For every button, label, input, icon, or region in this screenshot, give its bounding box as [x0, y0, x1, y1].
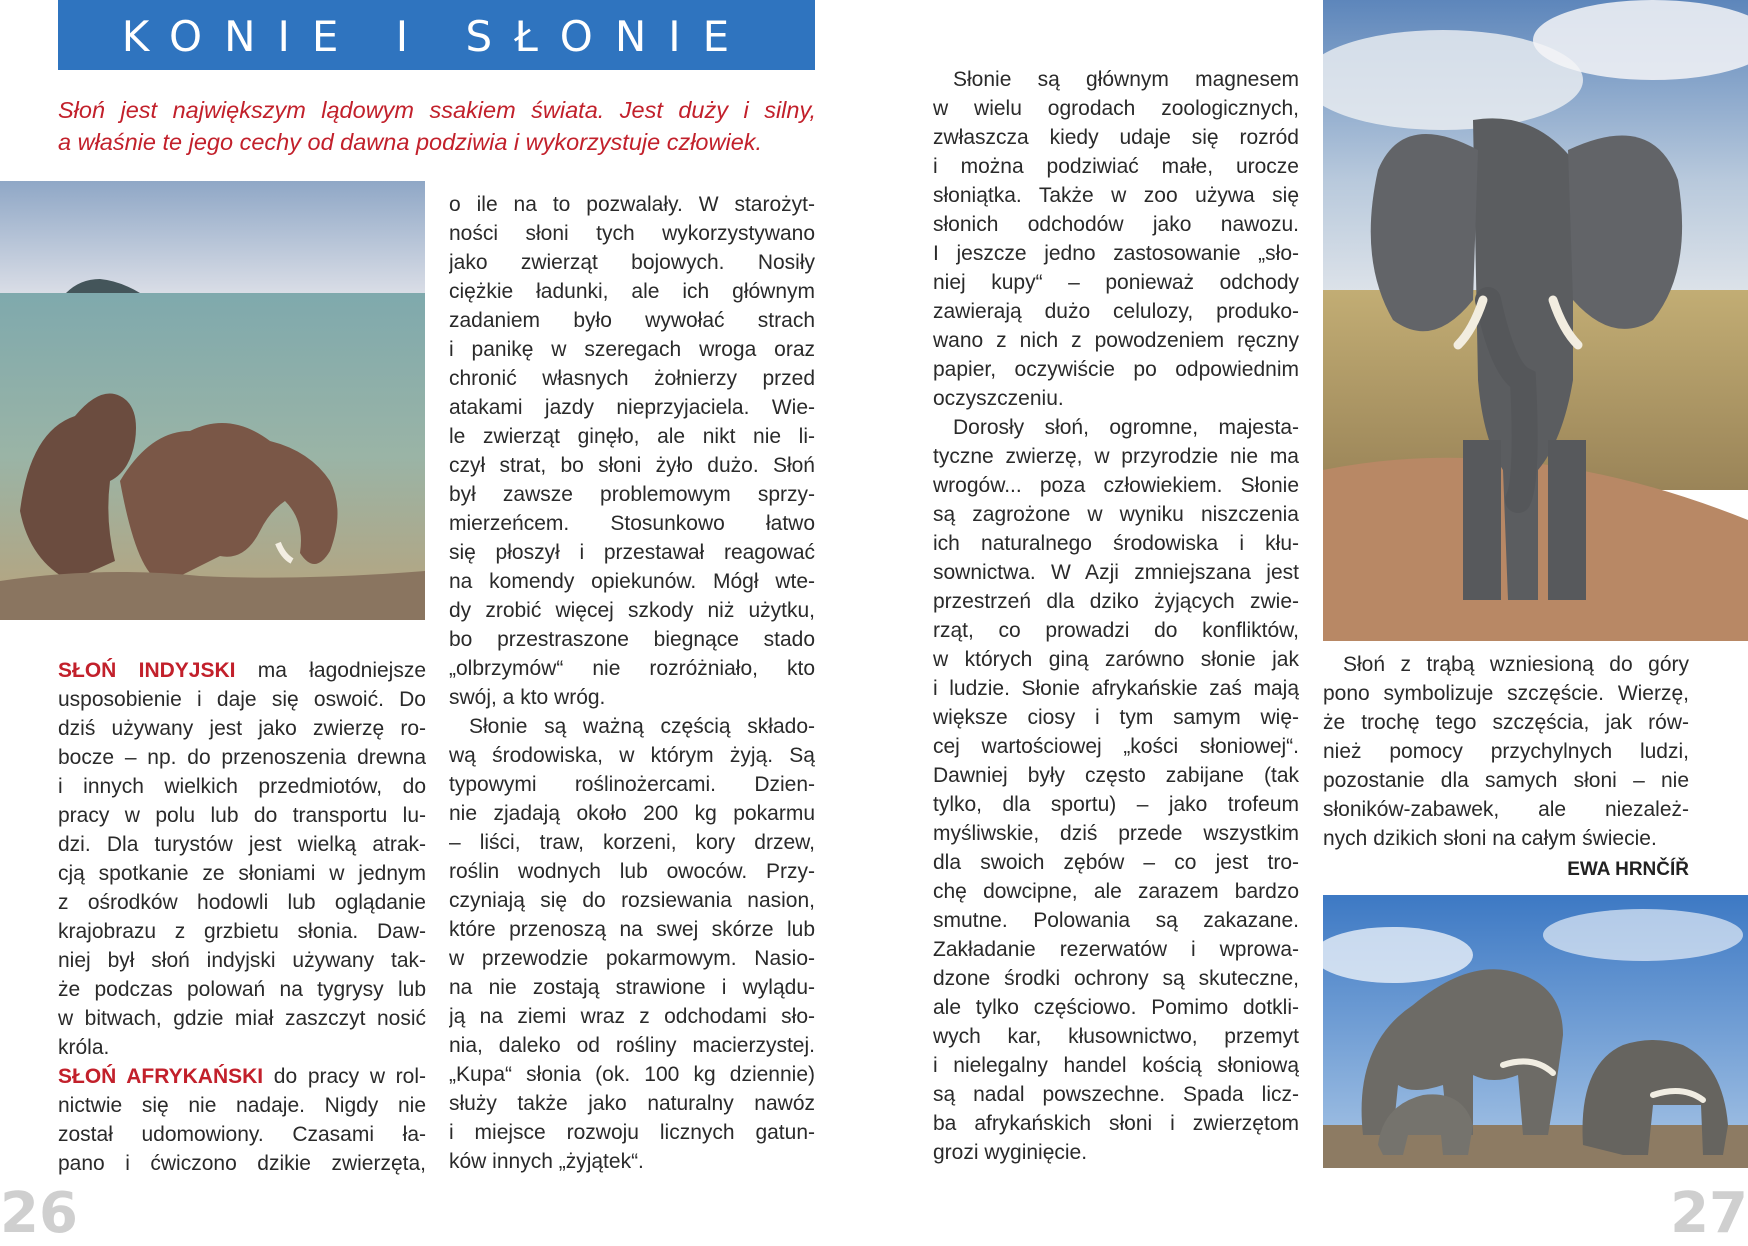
page-number-right: 27: [1670, 1181, 1748, 1246]
text-line: dy zrobić więcej szkody niż użytku,: [449, 599, 815, 622]
text-line: na nie zostają strawione i wylądu-: [449, 976, 815, 999]
text-line: większe ciosy i tym samym wię-: [933, 706, 1299, 729]
text-line: czyniają się do rozsiewania nasion,: [449, 889, 815, 912]
text-line: dzone środki ochrony są skuteczne,: [933, 967, 1299, 990]
text-line: Dawniej były często zabijane (tak: [933, 764, 1299, 787]
text-line: chronić własnych żołnierzy przed: [449, 367, 815, 390]
term-african-elephant: SŁOŃ AFRYKAŃSKI: [58, 1065, 264, 1088]
text-line: Słonie są głównym magnesem: [953, 68, 1299, 91]
text-line: nież pomocy przychylnych ludzi,: [1323, 740, 1689, 763]
text-line: oczyszczeniu.: [933, 387, 1064, 410]
lead-line: a właśnie te jego cechy od dawna podziwia i wykorzystuje człowiek.: [58, 129, 763, 155]
text-line: atakami jazdy nieprzyjaciela. Wie-: [449, 396, 815, 419]
text-line: z ośrodków hodowli lub oglądanie: [58, 891, 426, 914]
text-line: i panikę w szeregach wroga oraz: [449, 338, 815, 361]
page-title: KONIE I SŁONIE: [121, 12, 752, 61]
text-line: dla swoich zębów – co jest tro-: [933, 851, 1299, 874]
column-3: [933, 65, 1299, 1167]
text-line: się płoszył i przestawał reagować: [449, 541, 815, 564]
text-line: czył strat, bo słoni żyło dużo. Słoń: [449, 454, 815, 477]
text-line: są zagrożone w wyniku niszczenia: [933, 503, 1299, 526]
text-line: został udomowiony. Czasami ła-: [58, 1123, 426, 1146]
text-line: w wielu ogrodach zoologicznych,: [933, 97, 1299, 120]
text-line: „olbrzymów“ nie rozróżniało, kto: [449, 657, 815, 680]
text-line: i miejsce rozwoju licznych gatun-: [449, 1121, 815, 1144]
text-line: wych kar, kłusownictwo, przemyt: [933, 1025, 1299, 1048]
author-name: EWA HRNČÍŘ: [1567, 859, 1689, 880]
text-line: słoników-zabawek, ale niezależ-: [1323, 798, 1689, 821]
text-line: o ile na to pozwalały. W starożyt-: [449, 193, 815, 216]
text-line: rząt, co prowadzi do konfliktów,: [933, 619, 1299, 642]
text-line: nie zjadają około 200 kg pokarmu: [449, 802, 815, 825]
text-line: I jeszcze jedno zastosowanie „sło-: [933, 242, 1299, 265]
text-line: niej kupy“ – ponieważ odchody: [933, 271, 1299, 294]
text-line: przestrzeń dla dziko żyjących zwie-: [933, 590, 1299, 613]
text-line: i innych wielkich przedmiotów, do: [58, 775, 426, 798]
text-line: roślin wodnych lub owoców. Przy-: [449, 860, 815, 883]
text-line: służy także jako naturalny nawóz: [449, 1092, 815, 1115]
text-line: Zakładanie rezerwatów i wprowa-: [933, 938, 1299, 961]
term-indian-elephant: SŁOŃ INDYJSKI: [58, 659, 236, 682]
text-line: swój, a kto wróg.: [449, 686, 606, 709]
text-line: wrogów... poza człowiekiem. Słonie: [933, 474, 1299, 497]
page-number-left: 26: [0, 1181, 78, 1246]
text-line: zawierają dużo celulozy, produko-: [933, 300, 1299, 323]
text-line: SŁOŃ AFRYKAŃSKI do pracy w rol-: [58, 1065, 426, 1088]
text-line: grozi wyginięcie.: [933, 1141, 1088, 1164]
text-line: pano i ćwiczono dzikie zwierzęta,: [58, 1152, 426, 1175]
text-line: ją na ziemi wraz z odchodami sło-: [449, 1005, 815, 1028]
text-line: mierzeńcem. Stosunkowo łatwo: [449, 512, 815, 535]
text-line: myśliwskie, dziś przede wszystkim: [933, 822, 1299, 845]
column-2: [449, 190, 815, 1176]
text-line: ba afrykańskich słoni i zwierzętom: [933, 1112, 1299, 1135]
text-line: ności słoni tych wykorzystywano: [449, 222, 815, 245]
text-line: dzi. Dla turystów jest wielką atrak-: [58, 833, 426, 856]
text-line: w których giną zarówno słonie jak: [933, 648, 1299, 671]
text-line: pracy w polu lub do transportu lu-: [58, 804, 426, 827]
text-line: nictwie się nie nadaje. Nigdy nie: [58, 1094, 426, 1117]
text-line: ale tylko częściowo. Pomimo dotkli-: [933, 996, 1299, 1019]
text-line: le zwierząt ginęło, ale nikt nie li-: [449, 425, 815, 448]
text-line: ich naturalnego środowiska i kłu-: [933, 532, 1299, 555]
text-line: zwłaszcza kiedy udaje się rozród: [933, 126, 1299, 149]
text-line: papier, oczywiście po odpowiednim: [933, 358, 1299, 381]
text-line: zadaniem było wywołać strach: [449, 309, 815, 332]
text-line: nia, daleko od rośliny macierzystej.: [449, 1034, 815, 1057]
text-line: tylko, dla sportu) – jako trofeum: [933, 793, 1299, 816]
photo-elephant-herd: [1323, 895, 1748, 1168]
text-line: krajobrazu z grzbietu słonia. Daw-: [58, 920, 426, 943]
text-line: pozostanie dla samych słoni – nie: [1323, 769, 1689, 792]
text-line: i nielegalny handel kością słoniową: [933, 1054, 1299, 1077]
text-line: pono symbolizuje szczęście. Wierzę,: [1323, 682, 1689, 705]
text-line: sownictwa. W Azji zmniejszana jest: [933, 561, 1299, 584]
text-line: w bitwach, gdzie miał zaszczyt nosić: [58, 1007, 426, 1030]
text-line: nych dzikich słoni na całym świecie.: [1323, 827, 1657, 850]
text-line: typowymi roślinożercami. Dzien-: [449, 773, 815, 796]
text-line: wano z nich z powodzeniem ręczny: [933, 329, 1299, 352]
lead-line: Słoń jest największym lądowym ssakiem świata. Jest duży i silny,: [58, 97, 816, 123]
column-1: [58, 656, 426, 1178]
text-line: chę dowcipne, ale zarazem bardzo: [933, 880, 1299, 903]
photo-african-elephant: [1323, 0, 1748, 641]
text-line: SŁOŃ INDYJSKI ma łagodniejsze: [58, 659, 426, 682]
photo-elephants-bathing: [0, 181, 425, 620]
text-line: ciężkie ładunki, ale ich głównym: [449, 280, 815, 303]
text-line: – liści, traw, korzeni, kory drzew,: [449, 831, 815, 854]
text-line: w przewodzie pokarmowym. Nasio-: [449, 947, 815, 970]
text-line: dziś używany jest jako zwierzę ro-: [58, 717, 426, 740]
text-line: słonich odchodów jako nawozu.: [933, 213, 1299, 236]
text-line: króla.: [58, 1036, 110, 1059]
text-line: wą środowiska, w którym żyją. Są: [449, 744, 815, 767]
text-line: „Kupa“ słonia (ok. 100 kg dziennie): [449, 1063, 815, 1086]
text-line: są nadal powszechne. Spada licz-: [933, 1083, 1299, 1106]
text-line: Dorosły słoń, ogromne, majesta-: [953, 416, 1299, 439]
text-line: smutne. Polowania są zakazane.: [933, 909, 1299, 932]
text-line: ków innych „żyjątek“.: [449, 1150, 644, 1173]
column-4: [1323, 650, 1689, 884]
text-line: usposobienie i daje się oswoić. Do: [58, 688, 426, 711]
text-line: że podczas polowań na tygrysy lub: [58, 978, 426, 1001]
text-line: i ludzie. Słonie afrykańskie zaś mają: [933, 677, 1299, 700]
text-line: Słonie są ważną częścią składo-: [469, 715, 815, 738]
text-line: bocze – np. do przenoszenia drewna: [58, 746, 426, 769]
text-line: niej był słoń indyjski używany tak-: [58, 949, 426, 972]
text-line: cją spotkanie ze słoniami w jednym: [58, 862, 426, 885]
text-line: i można podziwiać małe, urocze: [933, 155, 1299, 178]
text-line: na komendy opiekunów. Mógł wte-: [449, 570, 815, 593]
text-line: Słoń z trąbą wzniesioną do góry: [1343, 653, 1689, 676]
text-line: które przenoszą na swej skórze lub: [449, 918, 815, 941]
text-line: tyczne zwierzę, w przyrodzie nie ma: [933, 445, 1299, 468]
text-line: jako zwierząt bojowych. Nosiły: [449, 251, 815, 274]
text-line: był zawsze problemowym sprzy-: [449, 483, 815, 506]
text-line: że trochę tego szczęścia, jak rów-: [1323, 711, 1689, 734]
lead-paragraph: [58, 94, 816, 158]
text-line: cej wartościowej „kości słoniowej“.: [933, 735, 1299, 758]
text-line: bo przestraszone biegnące stado: [449, 628, 815, 651]
text-line: słoniątka. Także w zoo używa się: [933, 184, 1299, 207]
